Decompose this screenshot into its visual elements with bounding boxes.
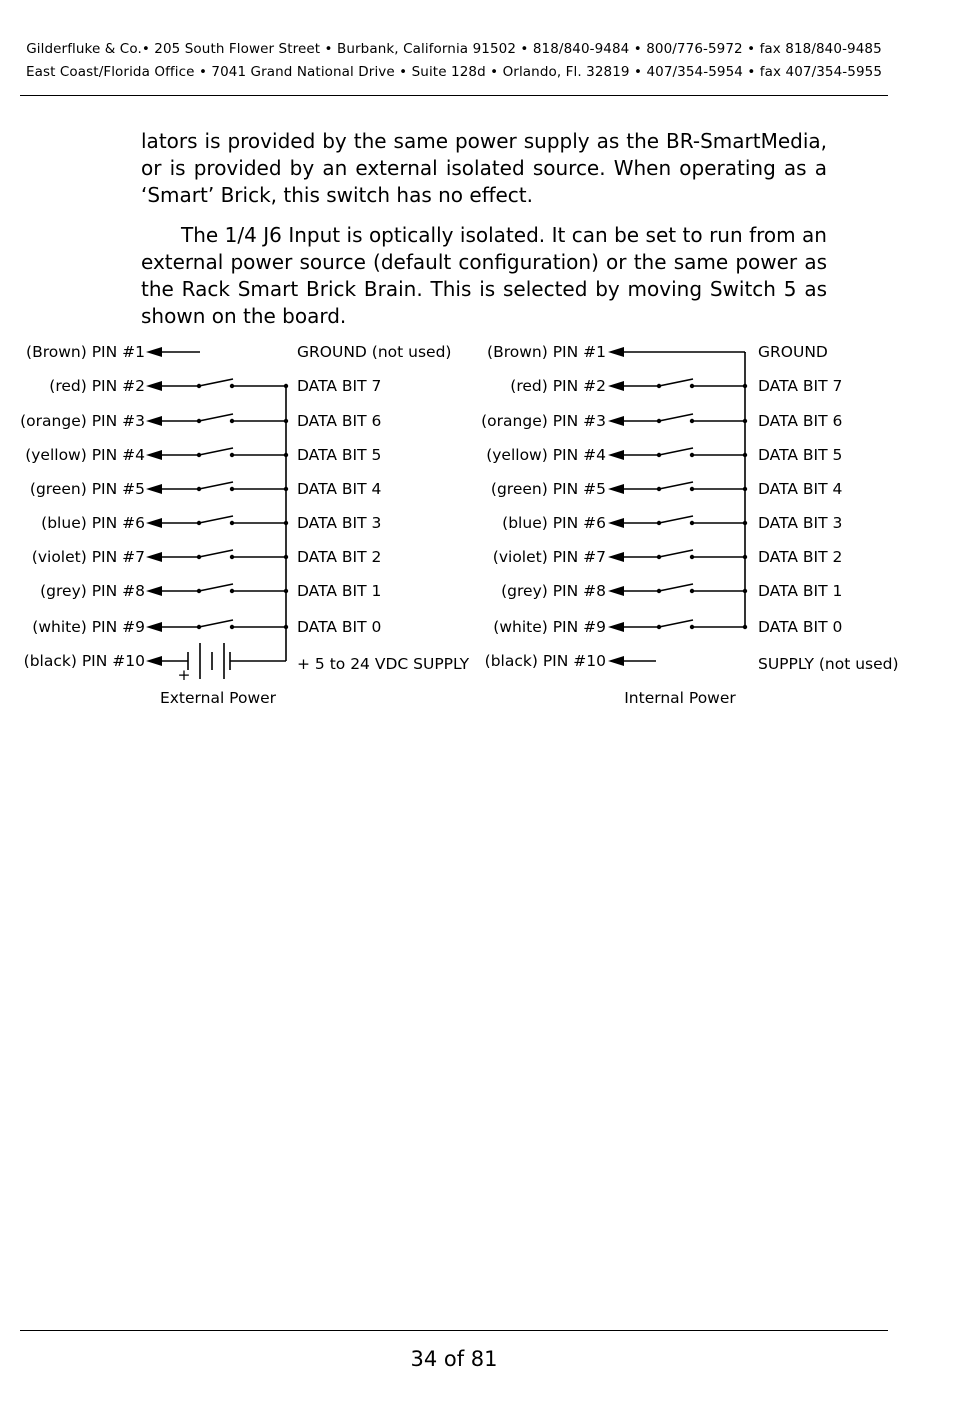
external-pin-arrow (146, 552, 162, 562)
internal-pin-label: (white) PIN #9 (493, 618, 606, 636)
internal-pin-arrow (608, 586, 624, 596)
external-caption: External Power (159, 689, 277, 707)
external-signal-label: DATA BIT 3 (297, 514, 382, 532)
internal-pin-arrow (608, 552, 624, 562)
external-switch-blade (199, 516, 233, 523)
external-pin-label: (blue) PIN #6 (41, 514, 145, 532)
external-pin-arrow (146, 622, 162, 632)
internal-switch-blade (659, 379, 693, 386)
external-pin-label: (white) PIN #9 (32, 618, 145, 636)
page-number: 34 of 81 (410, 1347, 498, 1371)
external-signal-label: DATA BIT 0 (297, 618, 382, 636)
external-pin-label: (grey) PIN #8 (40, 582, 145, 600)
internal-signal-label: DATA BIT 2 (758, 548, 843, 566)
internal-pin-label: (blue) PIN #6 (502, 514, 606, 532)
internal-switch-blade (659, 516, 693, 523)
internal-pin-arrow (608, 484, 624, 494)
external-pin-label: (green) PIN #5 (29, 480, 145, 498)
internal-pin-label: (yellow) PIN #4 (486, 446, 606, 464)
external-signal-label: DATA BIT 7 (297, 377, 382, 395)
external-signal-label: DATA BIT 2 (297, 548, 382, 566)
external-signal-label: DATA BIT 1 (297, 582, 382, 600)
internal-pin-label: (violet) PIN #7 (492, 548, 606, 566)
internal-pin-arrow (608, 416, 624, 426)
internal-switch-blade (659, 482, 693, 489)
internal-pin-label: (orange) PIN #3 (481, 412, 606, 430)
internal-switch-blade (659, 584, 693, 591)
internal-switch-blade (659, 414, 693, 421)
wiring-diagram (0, 330, 954, 720)
external-pin-arrow (146, 347, 162, 357)
body-paragraph-2: The 1/4 J6 Input is optically isolated. It can be set to run from an external power source (default configuration) or the same power as the Rack Smart Brick Brain. This is selected by moving Switch 5 as shown on the board. (141, 223, 827, 328)
internal-signal-label: DATA BIT 0 (758, 618, 843, 636)
external-pin-arrow (146, 416, 162, 426)
external-switch-blade (199, 379, 233, 386)
internal-pin-arrow (608, 656, 624, 666)
external-switch-blade (199, 584, 233, 591)
external-pin-label: (orange) PIN #3 (20, 412, 145, 430)
internal-switch-blade (659, 448, 693, 455)
external-signal-label: DATA BIT 6 (297, 412, 382, 430)
external-switch-blade (199, 620, 233, 627)
external-switch-blade (199, 448, 233, 455)
external-pin-arrow (146, 381, 162, 391)
external-pin-label: (violet) PIN #7 (31, 548, 145, 566)
external-switch-blade (199, 550, 233, 557)
internal-signal-label: DATA BIT 6 (758, 412, 843, 430)
internal-pin-label: (black) PIN #10 (484, 652, 606, 670)
internal-signal-label: DATA BIT 3 (758, 514, 843, 532)
footer-divider (20, 1330, 888, 1331)
internal-caption: Internal Power (624, 689, 736, 707)
body-paragraph-1: lators is provided by the same power supply as the BR-SmartMedia, or is provided by an external isolated source. When operating as a ‘Smart’ Brick, this switch has no effect. (141, 129, 827, 207)
battery-plus-sign: + (177, 666, 191, 684)
external-signal-label: DATA BIT 5 (297, 446, 382, 464)
internal-pin-label: (Brown) PIN #1 (487, 343, 606, 361)
internal-pin-label: (grey) PIN #8 (501, 582, 606, 600)
external-pin-label: (Brown) PIN #1 (26, 343, 145, 361)
external-pin-label: (red) PIN #2 (49, 377, 145, 395)
external-pin-arrow (146, 518, 162, 528)
internal-switch-blade (659, 620, 693, 627)
internal-pin-arrow (608, 622, 624, 632)
external-pin-label: (black) PIN #10 (23, 652, 145, 670)
header-divider (20, 95, 888, 96)
external-signal-label: GROUND (not used) (297, 343, 452, 361)
internal-pin-label: (green) PIN #5 (490, 480, 606, 498)
internal-signal-label: DATA BIT 1 (758, 582, 843, 600)
internal-pin-arrow (608, 381, 624, 391)
internal-pin-label: (red) PIN #2 (510, 377, 606, 395)
external-signal-label: + 5 to 24 VDC SUPPLY (297, 655, 470, 673)
internal-signal-label: DATA BIT 4 (758, 480, 843, 498)
external-pin-arrow (146, 586, 162, 596)
internal-pin-arrow (608, 450, 624, 460)
internal-switch-blade (659, 550, 693, 557)
external-pin-arrow (146, 450, 162, 460)
external-signal-label: DATA BIT 4 (297, 480, 382, 498)
internal-signal-label: DATA BIT 7 (758, 377, 843, 395)
internal-signal-label: SUPPLY (not used) (758, 655, 899, 673)
external-pin-arrow (146, 656, 162, 666)
external-switch-blade (199, 414, 233, 421)
header-address-line: Gilderfluke & Co.• 205 South Flower Street • Burbank, California 91502 • 818/840-9484 • 800/776-5972 • fax 818/840-9485 (26, 41, 882, 57)
external-switch-blade (199, 482, 233, 489)
external-pin-arrow (146, 484, 162, 494)
external-pin-label: (yellow) PIN #4 (25, 446, 145, 464)
internal-signal-label: GROUND (758, 343, 828, 361)
internal-pin-arrow (608, 518, 624, 528)
internal-pin-arrow (608, 347, 624, 357)
internal-signal-label: DATA BIT 5 (758, 446, 843, 464)
header-office-line: East Coast/Florida Office • 7041 Grand National Drive • Suite 128d • Orlando, Fl. 32819 • 407/354-5954 • fax 407/354-5955 (25, 64, 883, 80)
